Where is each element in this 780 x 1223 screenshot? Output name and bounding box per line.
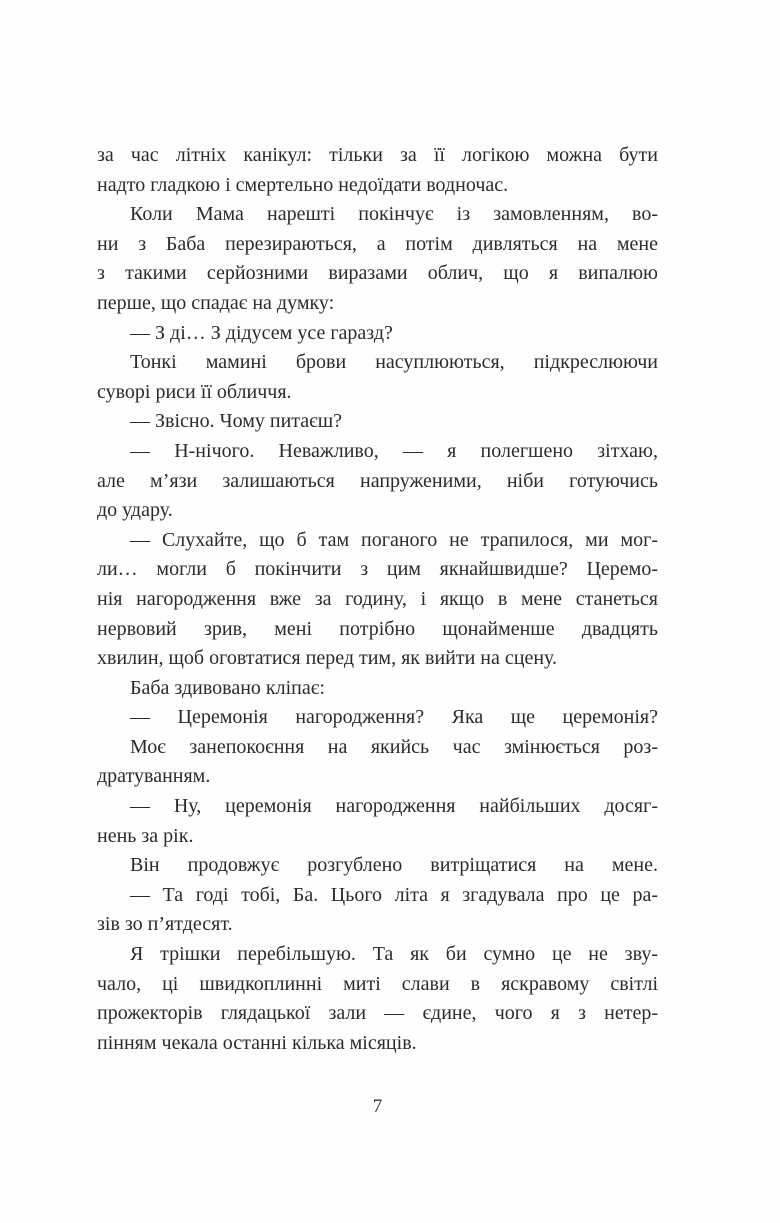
text-line: — Церемонія нагородження? Яка ще церемонія?	[130, 706, 658, 729]
text-line: — З ді… З дідусем усе гаразд?	[130, 321, 393, 344]
text-line: зів зо п’ятдесят.	[97, 913, 233, 936]
text-line: ни з Баба перезираються, а потім дивляться на мене	[97, 232, 658, 255]
text-line: пінням чекала останні кілька місяців.	[97, 1031, 417, 1054]
text-line: — Слухайте, що б там поганого не трапилося, ми мог-	[130, 528, 658, 551]
paragraph	[97, 851, 658, 881]
text-line: Баба здивовано кліпає:	[130, 676, 325, 699]
paragraph-dialogue	[97, 319, 658, 349]
paragraph	[97, 674, 658, 704]
paragraph-dialogue	[97, 437, 658, 526]
paragraph-dialogue	[97, 703, 658, 733]
text-line: за час літніх канікул: тільки за її логікою можна бути	[97, 144, 658, 166]
text-line: Коли Мама нарешті покінчує із замовленням, во-	[130, 203, 658, 226]
text-line: нервовий зрив, мені потрібно щонайменше двадцять	[97, 617, 658, 640]
text-line: — Та годі тобі, Ба. Цього літа я згадувала про це ра-	[130, 883, 658, 906]
paragraph	[97, 200, 658, 318]
paragraph-dialogue	[97, 792, 658, 851]
text-line: — Ну, церемонія нагородження найбільших досяг-	[130, 795, 658, 818]
text-line: нія нагородження вже за годину, і якщо в мене станеться	[97, 587, 658, 610]
text-line: чало, ці швидкоплинні миті слави в яскравому світлі	[97, 972, 658, 995]
page-number: 7	[372, 1096, 383, 1117]
paragraph	[97, 141, 658, 200]
text-line: але м’язи залишаються напруженими, ніби готуючись	[97, 469, 658, 492]
text-line: хвилин, щоб оговтатися перед тим, як вийти на сцену.	[97, 647, 558, 670]
text-line: Він продовжує розгублено витріщатися на мене.	[130, 854, 658, 877]
text-line: — Н-нічого. Неважливо, — я полегшено зітхаю,	[130, 439, 658, 462]
page-text	[97, 141, 658, 1058]
text-line: — Звісно. Чому питаєш?	[130, 410, 343, 433]
text-line: Моє занепокоєння на якийсь час змінюється роз-	[130, 735, 658, 758]
paragraph	[97, 348, 658, 407]
text-line: Я трішки перебільшую. Та як би сумно це не зву-	[130, 943, 658, 966]
text-line: з такими серйозними виразами облич, що я випалюю	[97, 262, 658, 285]
paragraph-dialogue	[97, 407, 658, 437]
paragraph	[97, 733, 658, 792]
text-line: до удару.	[97, 499, 173, 522]
text-line: нень за рік.	[97, 824, 194, 847]
text-line: дратуванням.	[97, 765, 211, 788]
text-line: суворі риси її обличчя.	[97, 380, 292, 403]
text-line: надто гладкою і смертельно недоїдати водночас.	[97, 173, 509, 196]
paragraph-dialogue	[97, 526, 658, 674]
text-line: ли… могли б покінчити з цим якнайшвидше? Церемо-	[97, 558, 658, 581]
paragraph	[97, 940, 658, 1058]
text-line: Тонкі мамині брови насуплюються, підкреслюючи	[130, 351, 658, 374]
text-line: прожекторів глядацької зали — єдине, чого я з нетер-	[97, 1002, 658, 1025]
text-line: перше, що спадає на думку:	[97, 291, 335, 314]
paragraph-dialogue	[97, 881, 658, 940]
